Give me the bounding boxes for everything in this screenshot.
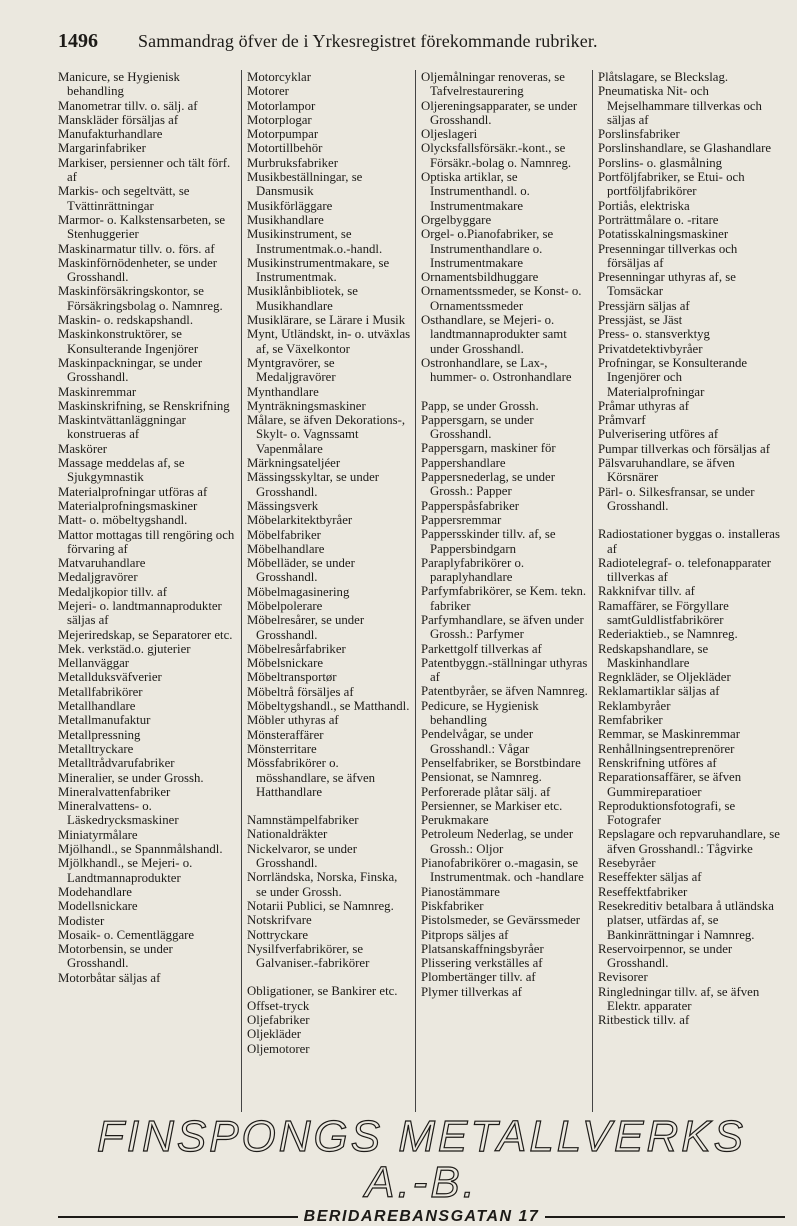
- index-entry: Markiser, persienner och tält förf. af: [58, 155, 231, 185]
- advertisement-banner: [58, 1114, 785, 1226]
- index-entry: Mellanväggar: [58, 656, 130, 671]
- index-entry: Reparationsaffärer, se äfven Gummireparatioer: [598, 770, 742, 799]
- index-entry: Regnkläder, se Oljekläder: [598, 670, 731, 685]
- index-entry: Optiska artiklar, se Instrumenthandl. o. Instrumentmakare: [421, 170, 530, 213]
- index-entry: Matt- o. möbeltygshandl.: [58, 513, 188, 528]
- index-entry: Pressjäst, se Jäst: [598, 313, 683, 328]
- advertiser-name: FINSPONGS METALLVERKS A.-B.: [96, 1112, 746, 1207]
- index-entry: Notskrifvare: [247, 913, 312, 928]
- index-entry: Pulverisering utföres af: [598, 427, 719, 442]
- index-entry: Motortillbehör: [247, 141, 323, 156]
- index-entry: Mejeri- o. landtmannaprodukter säljas af: [58, 598, 222, 628]
- index-entry: Osthandlare, se Mejeri- o. landtmannaprodukter samt under Grosshandl.: [421, 313, 567, 356]
- index-entry: Reseffektfabriker: [598, 884, 688, 899]
- index-entry: Maskinremmar: [58, 384, 137, 399]
- index-entry: Metalltrådvarufabriker: [58, 756, 175, 771]
- index-entry: Portföljfabriker, se Etui- och portföljfabrikörer: [598, 170, 745, 199]
- index-columns: [58, 70, 785, 1112]
- index-entry: Mjölkhandl., se Mejeri- o. Landtmannaprodukter: [58, 856, 193, 885]
- index-entry: Möbelsnickare: [247, 656, 324, 671]
- index-entry: Pianostämmare: [421, 884, 500, 899]
- index-entry: Parfymfabrikörer, se Kem. tekn. fabriker: [421, 584, 587, 613]
- index-entry: Möbeltygshandl., se Matthandl.: [247, 699, 410, 714]
- index-entry: Möbelarkitektbyråer: [247, 513, 353, 528]
- index-entry: Manicure, se Hygienisk behandling: [58, 70, 180, 99]
- index-entry: Orgelbyggare: [421, 212, 492, 227]
- index-entry: Porslins- o. glasmålning: [598, 155, 723, 170]
- index-entry: Mönsterritare: [247, 741, 317, 756]
- advertiser-address-row: [58, 1208, 785, 1226]
- index-entry: Repslagare och repvaruhandlare, se äfven Grosshandl.: Tågvirke: [598, 827, 780, 856]
- section-gap: [247, 970, 411, 984]
- index-entry: Maskinförsäkringskontor, se Försäkringsbolag o. Namnreg.: [58, 284, 223, 313]
- index-entry: Obligationer, se Bankirer etc.: [247, 984, 398, 999]
- index-entry: Motorplogar: [247, 112, 312, 127]
- index-entry: Plissering verkställes af: [421, 956, 543, 971]
- index-entry: Pappersremmar: [421, 512, 502, 527]
- section-gap: [247, 799, 411, 813]
- index-entry: Resebyråer: [598, 856, 656, 871]
- index-entry: Pianofabrikörer o.-magasin, se Instrumentmak. och -handlare: [421, 856, 584, 885]
- index-column-3: [415, 70, 592, 1112]
- index-entry: Press- o. stansverktyg: [598, 327, 710, 342]
- index-entry: Patentbyggn.-ställningar uthyras af: [421, 655, 588, 685]
- index-entry: Pärl- o. Silkesfransar, se under Grosshandl.: [598, 484, 755, 513]
- index-entry: Oljeslageri: [421, 127, 478, 142]
- index-column-2: [241, 70, 415, 1112]
- index-entry: Plombertänger tillv. af: [421, 970, 536, 985]
- index-entry: Maskinskrifning, se Renskrifning: [58, 398, 230, 413]
- index-entry: Musikinstrumentmakare, se Instrumentmak.: [247, 255, 390, 285]
- index-entry: Profningar, se Konsulterande Ingenjörer och Materialprofningar: [598, 355, 748, 399]
- index-entry: Offset-tryck: [247, 998, 310, 1013]
- index-entry: Revisorer: [598, 970, 648, 985]
- index-entry: Möbelmagasinering: [247, 584, 350, 599]
- index-entry: Pråmvarf: [598, 413, 646, 428]
- index-entry: Möbeltrå försäljes af: [247, 684, 354, 699]
- address-rule-right: [545, 1216, 785, 1218]
- index-entry: Maskinförnödenheter, se under Grosshandl.: [58, 255, 218, 285]
- index-entry: Motorlampor: [247, 98, 316, 113]
- index-entry: Privatdetektivbyråer: [598, 341, 703, 356]
- index-entry: Pråmar uthyras af: [598, 398, 689, 413]
- index-entry: Mynt, Utländskt, in- o. utväxlas af, se Växelkontor: [247, 327, 411, 356]
- index-entry: Remmar, se Maskinremmar: [598, 727, 740, 742]
- index-entry: Manufakturhandlare: [58, 127, 163, 142]
- index-entry: Modellsnickare: [58, 899, 138, 914]
- index-entry: Maskinpackningar, se under Grosshandl.: [58, 355, 203, 385]
- index-entry: Perukmakare: [421, 813, 489, 828]
- index-entry: Musikförläggare: [247, 198, 333, 213]
- index-entry: Materialprofningar utföras af: [58, 484, 208, 499]
- page-number: 1496: [58, 30, 98, 52]
- index-entry: Musiklånbibliotek, se Musikhandlare: [247, 284, 358, 313]
- index-entry: Modehandlare: [58, 884, 132, 899]
- index-entry: Petroleum Nederlag, se under Grossh.: Oljor: [421, 827, 574, 856]
- address-rule-left: [58, 1216, 298, 1218]
- index-entry: Oljereningsapparater, se under Grosshandl.: [421, 98, 578, 127]
- index-entry: Reservoirpennor, se under Grosshandl.: [598, 941, 733, 971]
- index-entry: Pedicure, se Hygienisk behandling: [421, 698, 539, 728]
- index-entry: Platsanskaffningsbyråer: [421, 941, 544, 956]
- index-entry: Metallhandlare: [58, 699, 136, 714]
- index-entry: Redskapshandlare, se Maskinhandlare: [598, 641, 709, 670]
- index-entry: Penselfabriker, se Borstbindare: [421, 755, 581, 770]
- index-entry: Oljekläder: [247, 1027, 302, 1042]
- index-entry: Möbeltransportør: [247, 670, 337, 685]
- index-entry: Markis- och segeltvätt, se Tvättinrättningar: [58, 184, 190, 213]
- index-entry: Modister: [58, 913, 105, 928]
- index-entry: Reproduktionsfotografi, se Fotografer: [598, 798, 736, 828]
- index-entry: Metallfabrikörer: [58, 684, 143, 699]
- index-entry: Porslinshandlare, se Glashandlare: [598, 141, 772, 156]
- index-entry: Materialprofningsmaskiner: [58, 498, 198, 513]
- index-entry: Presenningar uthyras af, se Tomsäckar: [598, 270, 736, 299]
- index-entry: Olycksfallsförsäkr.-kont., se Försäkr.-bolag o. Namnreg.: [421, 141, 572, 170]
- index-entry: Pressjärn säljas af: [598, 298, 690, 313]
- index-column-1: [58, 70, 241, 1112]
- index-entry: Motorbensin, se under Grosshandl.: [58, 942, 173, 971]
- index-entry: Ornamentsbildhuggare: [421, 270, 539, 285]
- index-entry: Rederiaktieb., se Namnreg.: [598, 627, 738, 642]
- advertiser-address: BERIDAREBANSGATAN 17: [303, 1208, 540, 1225]
- index-entry: Pälsvaruhandlare, se äfven Körsnärer: [598, 456, 735, 485]
- index-entry: Mineralvattens- o. Läskedrycksmaskiner: [58, 799, 179, 828]
- index-entry: Manskläder försäljas af: [58, 112, 179, 127]
- index-entry: Porträttmålare o. -ritare: [598, 212, 719, 227]
- index-entry: Maskörer: [58, 441, 108, 456]
- index-entry: Notarii Publici, se Namnreg.: [247, 898, 394, 913]
- index-entry: Mässingsverk: [247, 498, 319, 513]
- index-entry: Plymer tillverkas af: [421, 984, 522, 999]
- index-entry: Musikbeställningar, se Dansmusik: [247, 170, 363, 199]
- index-entry: Renskrifning utföres af: [598, 755, 717, 770]
- index-entry: Motorpumpar: [247, 127, 319, 142]
- index-entry: Möbelfabriker: [247, 527, 321, 542]
- index-entry: Pappersnederlag, se under Grossh.: Papper: [421, 470, 555, 499]
- index-entry: Norrländska, Norska, Finska, se under Grossh.: [247, 870, 398, 899]
- index-entry: Oljemotorer: [247, 1041, 310, 1056]
- index-entry: Mynträkningsmaskiner: [247, 398, 366, 413]
- index-entry: Portiås, elektriska: [598, 198, 690, 213]
- index-entry: Metallmanufaktur: [58, 713, 151, 728]
- index-entry: Mynthandlare: [247, 384, 319, 399]
- index-entry: Medaljkopior tillv. af: [58, 584, 167, 599]
- index-entry: Perforerade plåtar sälj. af: [421, 784, 551, 799]
- index-entry: Motorcyklar: [247, 70, 311, 84]
- index-entry: Persienner, se Markiser etc.: [421, 798, 563, 813]
- index-entry: Miniatyrmålare: [58, 827, 138, 842]
- index-entry: Möbler uthyras af: [247, 713, 339, 728]
- index-entry: Mössfabrikörer o. mösshandlare, se äfven Hatthandlare: [247, 756, 376, 799]
- index-entry: Orgel- o.Pianofabriker, se Instrumenthandlare o. Instrumentmakare: [421, 227, 554, 270]
- index-entry: Renhållningsentreprenörer: [598, 741, 735, 756]
- index-entry: Murbruksfabriker: [247, 155, 338, 170]
- index-entry: Radiotelegraf- o. telefonapparater tillverkas af: [598, 555, 772, 585]
- index-entry: Möbelresårer, se under Grosshandl.: [247, 613, 365, 642]
- index-entry: Möbelläder, se under Grosshandl.: [247, 556, 355, 585]
- index-entry: Mineralier, se under Grossh.: [58, 770, 204, 785]
- index-entry: Reklamartiklar säljas af: [598, 684, 720, 699]
- index-entry: Pensionat, se Namnreg.: [421, 770, 542, 785]
- running-title: Sammandrag öfver de i Yrkesregistret förekommande rubriker.: [138, 31, 598, 51]
- section-gap: [598, 513, 781, 527]
- index-entry: Möbelpolerare: [247, 598, 323, 613]
- index-entry: Reseffekter säljas af: [598, 870, 702, 885]
- index-entry: Motorbåtar säljas af: [58, 970, 161, 985]
- index-entry: Metallpressning: [58, 727, 141, 742]
- index-entry: Mattor mottagas till rengöring och förvaring af: [58, 527, 235, 556]
- index-entry: Marmor- o. Kalkstensarbeten, se Stenhuggerier: [58, 212, 226, 242]
- index-entry: Mineralvattenfabriker: [58, 784, 171, 799]
- index-entry: Matvaruhandlare: [58, 556, 146, 571]
- index-entry: Paraplyfabrikörer o. paraplyhandlare: [421, 555, 525, 585]
- index-entry: Reklambyråer: [598, 698, 671, 713]
- index-entry: Mjölhandl., se Spannmålshandl.: [58, 842, 223, 857]
- index-entry: Nottryckare: [247, 927, 309, 942]
- index-entry: Musiklärare, se Lärare i Musik: [247, 313, 406, 328]
- index-entry: Ornamentssmeder, se Konst- o. Ornamentssmeder: [421, 284, 582, 313]
- index-entry: Pappersskinder tillv. af, se Pappersbindgarn: [421, 527, 556, 556]
- section-gap: [421, 385, 588, 399]
- index-entry: Pappershandlare: [421, 455, 506, 470]
- index-entry: Mässingsskyltar, se under Grosshandl.: [247, 470, 380, 499]
- index-entry: Rakknifvar tillv. af: [598, 584, 695, 599]
- index-entry: Maskintvättanläggningar konstrueras af: [58, 413, 186, 442]
- index-entry: Medaljgravörer: [58, 570, 138, 585]
- page-header: [58, 30, 785, 64]
- index-entry: Mönsteraffärer: [247, 727, 324, 742]
- index-entry: Möbelresårfabriker: [247, 641, 346, 656]
- index-entry: Märkningsateljéer: [247, 456, 341, 471]
- index-entry: Presenningar tillverkas och försäljas af: [598, 241, 738, 270]
- index-entry: Musikinstrument, se Instrumentmak.o.-handl.: [247, 227, 383, 256]
- index-entry: Potatisskalningsmaskiner: [598, 227, 729, 242]
- index-entry: Maskinarmatur tillv. o. förs. af: [58, 241, 215, 256]
- index-entry: Papp, se under Grossh.: [421, 398, 539, 413]
- index-entry: Nationaldräkter: [247, 827, 328, 842]
- index-entry: Ringledningar tillv. af, se äfven Elektr. apparater: [598, 984, 760, 1013]
- index-entry: Porslinsfabriker: [598, 127, 680, 142]
- index-entry: Pistolsmeder, se Gevärssmeder: [421, 913, 581, 928]
- index-entry: Ritbestick tillv. af: [598, 1013, 690, 1028]
- index-entry: Maskinkonstruktörer, se Konsulterande Ingenjörer: [58, 327, 199, 356]
- index-entry: Pappersgarn, maskiner för: [421, 441, 556, 456]
- index-entry: Oljemålningar renoveras, se Tafvelrestaurering: [421, 70, 565, 99]
- index-entry: Nysilfverfabrikörer, se Galvaniser.-fabrikörer: [247, 941, 370, 971]
- index-entry: Namnstämpelfabriker: [247, 813, 359, 828]
- index-column-4: [592, 70, 785, 1112]
- index-entry: Parkettgolf tillverkas af: [421, 641, 542, 656]
- index-entry: Musikhandlare: [247, 212, 324, 227]
- index-entry: Oljefabriker: [247, 1013, 310, 1027]
- index-entry: Målare, se äfven Dekorations-, Skylt- o. Vagnssamt Vapenmålare: [247, 413, 406, 456]
- index-entry: Papperspåsfabriker: [421, 498, 520, 513]
- index-entry: Myntgravörer, se Medaljgravörer: [247, 355, 336, 385]
- index-entry: Pappersgarn, se under Grosshandl.: [421, 412, 534, 442]
- index-entry: Pendelvågar, se under Grosshandl.: Vågar: [421, 727, 534, 756]
- index-entry: Parfymhandlare, se äfven under Grossh.: Parfymer: [421, 612, 584, 642]
- index-entry: Mosaik- o. Cementläggare: [58, 927, 195, 942]
- index-entry: Piskfabriker: [421, 898, 484, 913]
- index-entry: Manometrar tillv. o. sälj. af: [58, 98, 198, 113]
- index-entry: Maskin- o. redskapshandl.: [58, 313, 194, 328]
- index-entry: Margarinfabriker: [58, 141, 146, 156]
- index-entry: Radiostationer byggas o. installeras af: [598, 527, 780, 556]
- index-entry: Patentbyråer, se äfven Namnreg.: [421, 684, 588, 699]
- index-entry: Ramaffärer, se Förgyllare samtGuldlistfabrikörer: [598, 598, 729, 627]
- index-entry: Möbelhandlare: [247, 541, 325, 556]
- index-entry: Plåtslagare, se Bleckslag.: [598, 70, 729, 84]
- index-entry: Metalltryckare: [58, 741, 134, 756]
- index-entry: Mejeriredskap, se Separatorer etc.: [58, 627, 233, 642]
- index-entry: Pitprops säljes af: [421, 927, 509, 942]
- index-entry: Pumpar tillverkas och försäljas af: [598, 441, 770, 456]
- index-entry: Motorer: [247, 84, 289, 99]
- index-entry: Massage meddelas af, se Sjukgymnastik: [58, 456, 185, 485]
- index-entry: Mek. verkstäd.o. gjuterier: [58, 641, 191, 656]
- index-entry: Remfabriker: [598, 713, 663, 728]
- index-entry: Resekreditiv betalbara å utländska platser, utfärdas af, se Bankinrättningar i Namnreg.: [598, 898, 774, 942]
- index-entry: Pneumatiska Nit- och Mejselhammare tillverkas och säljas af: [598, 84, 762, 127]
- index-entry: Ostronhandlare, se Lax-, hummer- o. Ostronhandlare: [421, 355, 572, 385]
- index-entry: Nickelvaror, se under Grosshandl.: [247, 841, 357, 871]
- index-entry: Metallduksväfverier: [58, 670, 162, 685]
